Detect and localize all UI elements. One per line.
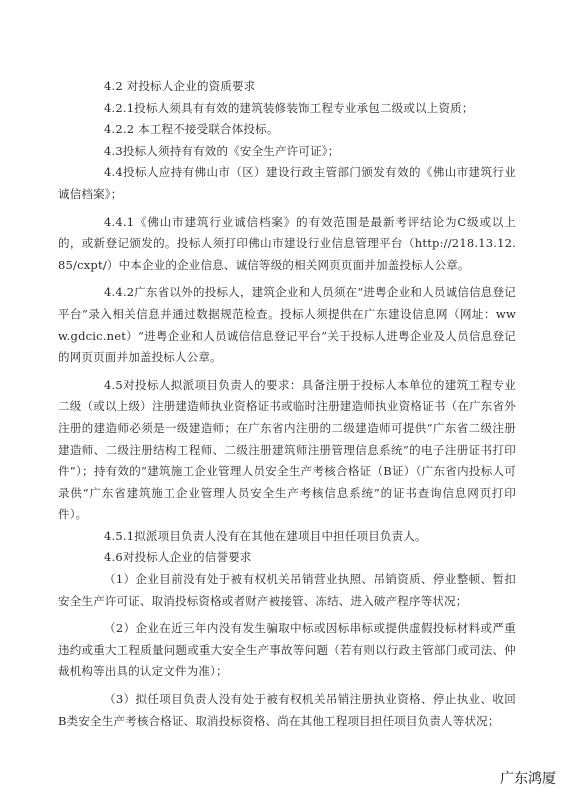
paragraph-4-2-heading: 4.2 对投标人企业的资质要求 (104, 79, 256, 93)
paragraph-4-6-item-2: （2）企业在近三年内没有发生骗取中标或因标串标或提供虚假投标材料或严重违约或重大工程质量问题或重大安全生产事故等问题（若有则以行政主管部门或司法、仲裁机构等出具的认定文件为准）； (58, 621, 516, 679)
paragraph-4-6-item-3: （3）拟任项目负责人没有处于被有权机关吊销注册执业资格、停止执业、收回B类安全生产考核合格证、取消投标资格、尚在其他工程项目担任项目负责人等状况； (58, 692, 516, 728)
paragraph-4-5-1: 4.5.1拟派项目负责人没有在其他在建项目中担任项目负责人。 (104, 528, 427, 543)
document-body (58, 76, 516, 732)
paragraph-4-2-2: 4.2.2 本工程不接受联合体投标。 (104, 122, 279, 137)
paragraph-4-4-2: 4.4.2广东省以外的投标人，建筑企业和人员须在“进粤企业和人员诚信信息登记平台”录入相关信息并通过数据规范检查。投标人须提供在广东建设信息网（网址：www.gdcic.net）“进粤企业和人员诚信信息登记平台”关于投标人进粤企业及人员信息登记的网页页面并加盖投标人公章。 (58, 285, 516, 365)
paragraph-4-3: 4.3投标人须持有有效的《安全生产许可证》； (104, 143, 340, 158)
paragraph-4-4-1: 4.4.1《佛山市建筑行业诚信档案》的有效范围是最新考评结论为C级或以上的，或新登记颁发的。投标人须打印佛山市建设行业信息管理平台（http://218.13.12.85/cxpt/）中本企业的企业信息、诚信等级的相关网页页面并加盖投标人公章。 (58, 214, 516, 272)
watermark-text: 广东鸿厦 (500, 771, 556, 787)
paragraph-4-6-item-1: （1）企业目前没有处于被有权机关吊销营业执照、吊销资质、停业整顿、暂扣安全生产许可证、取消投标资格或者财产被接管、冻结、进入破产程序等状况； (58, 572, 516, 608)
paragraph-4-2-1: 4.2.1投标人须具有有效的建筑装修装饰工程专业承包二级或以上资质； (104, 100, 474, 115)
paragraph-4-5: 4.5对投标人拟派项目负责人的要求：具备注册于投标人本单位的建筑工程专业二级（或以上级）注册建造师执业资格证书或临时注册建造师执业资格证书（在广东省外注册的建造师必须是一级建造师；在广东省内注册的二级建造师可提供“广东省二级注册建造师、二级注册结构工程师、二级注册建筑师注册管理信息系统”的电子注册证书打印件”）；持有效的“建筑施工企业管理人员安全生产考核合格证（B证）（广东省内投标人可录供“广东省建筑施工企业管理人员安全生产考核信息系统”的证书查询信息网页打印件）。 (58, 377, 516, 522)
paragraph-4-4: 4.4投标人应持有佛山市（区）建设行政主管部门颁发有效的《佛山市建筑行业诚信档案》； (58, 165, 516, 201)
paragraph-4-6-heading: 4.6对投标人企业的信誉要求 (104, 550, 252, 565)
